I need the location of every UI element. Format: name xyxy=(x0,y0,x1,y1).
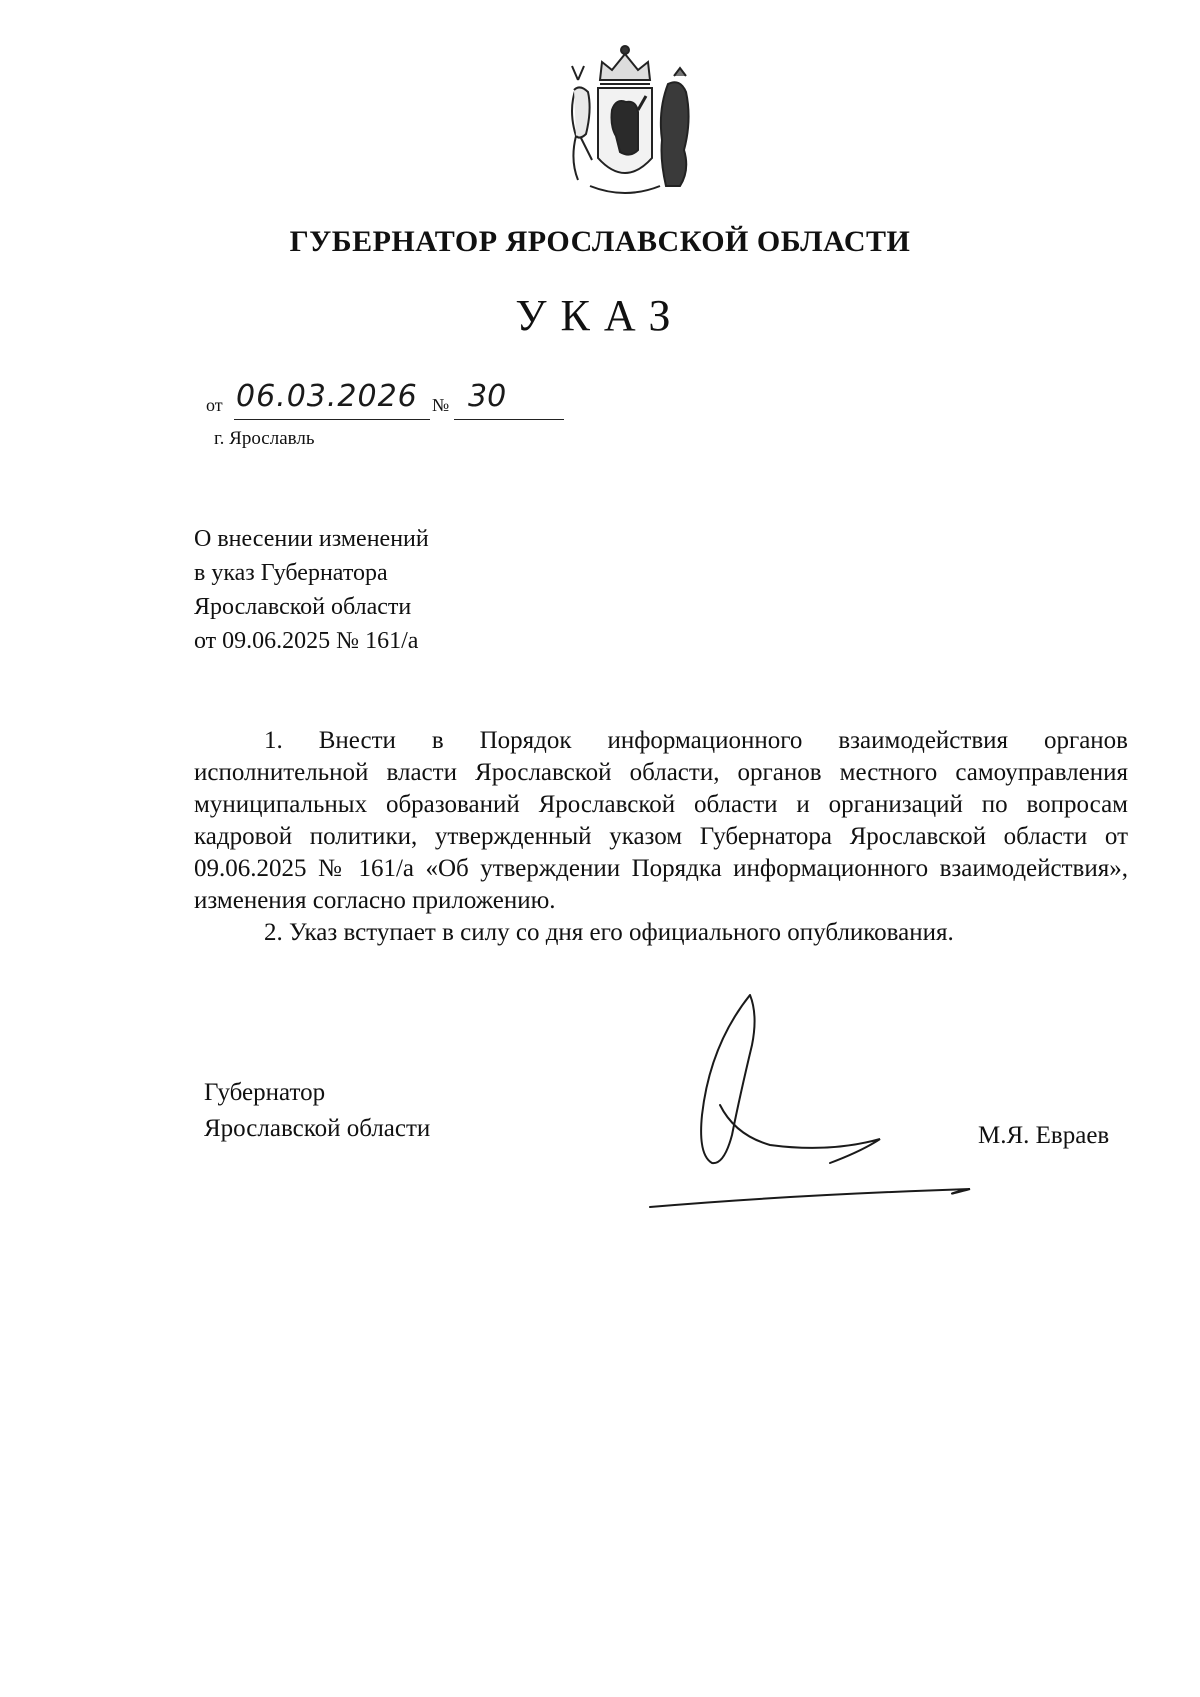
number-underline xyxy=(454,419,564,420)
subject-line: Ярославской области xyxy=(194,594,412,620)
subject-line: от 09.06.2025 № 161/а xyxy=(194,628,419,654)
date-number-line xyxy=(206,379,566,425)
handwritten-number: 30 xyxy=(468,379,507,414)
coat-of-arms-icon xyxy=(540,40,710,200)
signatory-name: М.Я. Евраев xyxy=(978,1122,1110,1149)
decree-body xyxy=(194,725,1128,949)
date-underline xyxy=(234,419,430,420)
decree-subject xyxy=(194,522,429,658)
subject-line: О внесении изменений xyxy=(194,526,429,552)
signatory-position xyxy=(204,1075,430,1147)
position-line: Ярославской области xyxy=(204,1115,431,1142)
handwritten-signature xyxy=(640,985,1000,1215)
position-line: Губернатор xyxy=(204,1079,326,1106)
number-label: № xyxy=(432,395,450,415)
city-label: г. Ярославль xyxy=(214,428,315,449)
body-paragraph-2: 2. Указ вступает в силу со дня его официального опубликования. xyxy=(264,919,954,946)
date-prefix-label: от xyxy=(206,395,223,415)
issuer-title: ГУБЕРНАТОР ЯРОСЛАВСКОЙ ОБЛАСТИ xyxy=(289,225,911,258)
document-type: УКАЗ xyxy=(515,291,685,340)
body-paragraph-1: 1. Внести в Порядок информационного взаимодействия органов исполнительной власти Ярославской области, органов местного самоуправления муниципальных образований Ярославской области и организаций по вопросам кадровой политики, утвержденный указом Губернатора Ярославской области от 09.06.2025 № 161/а «Об утверждении Порядка информационного взаимодействия», изменения согласно приложению. xyxy=(194,727,1128,914)
subject-line: в указ Губернатора xyxy=(194,560,388,586)
handwritten-date: 06.03.2026 xyxy=(236,379,418,414)
